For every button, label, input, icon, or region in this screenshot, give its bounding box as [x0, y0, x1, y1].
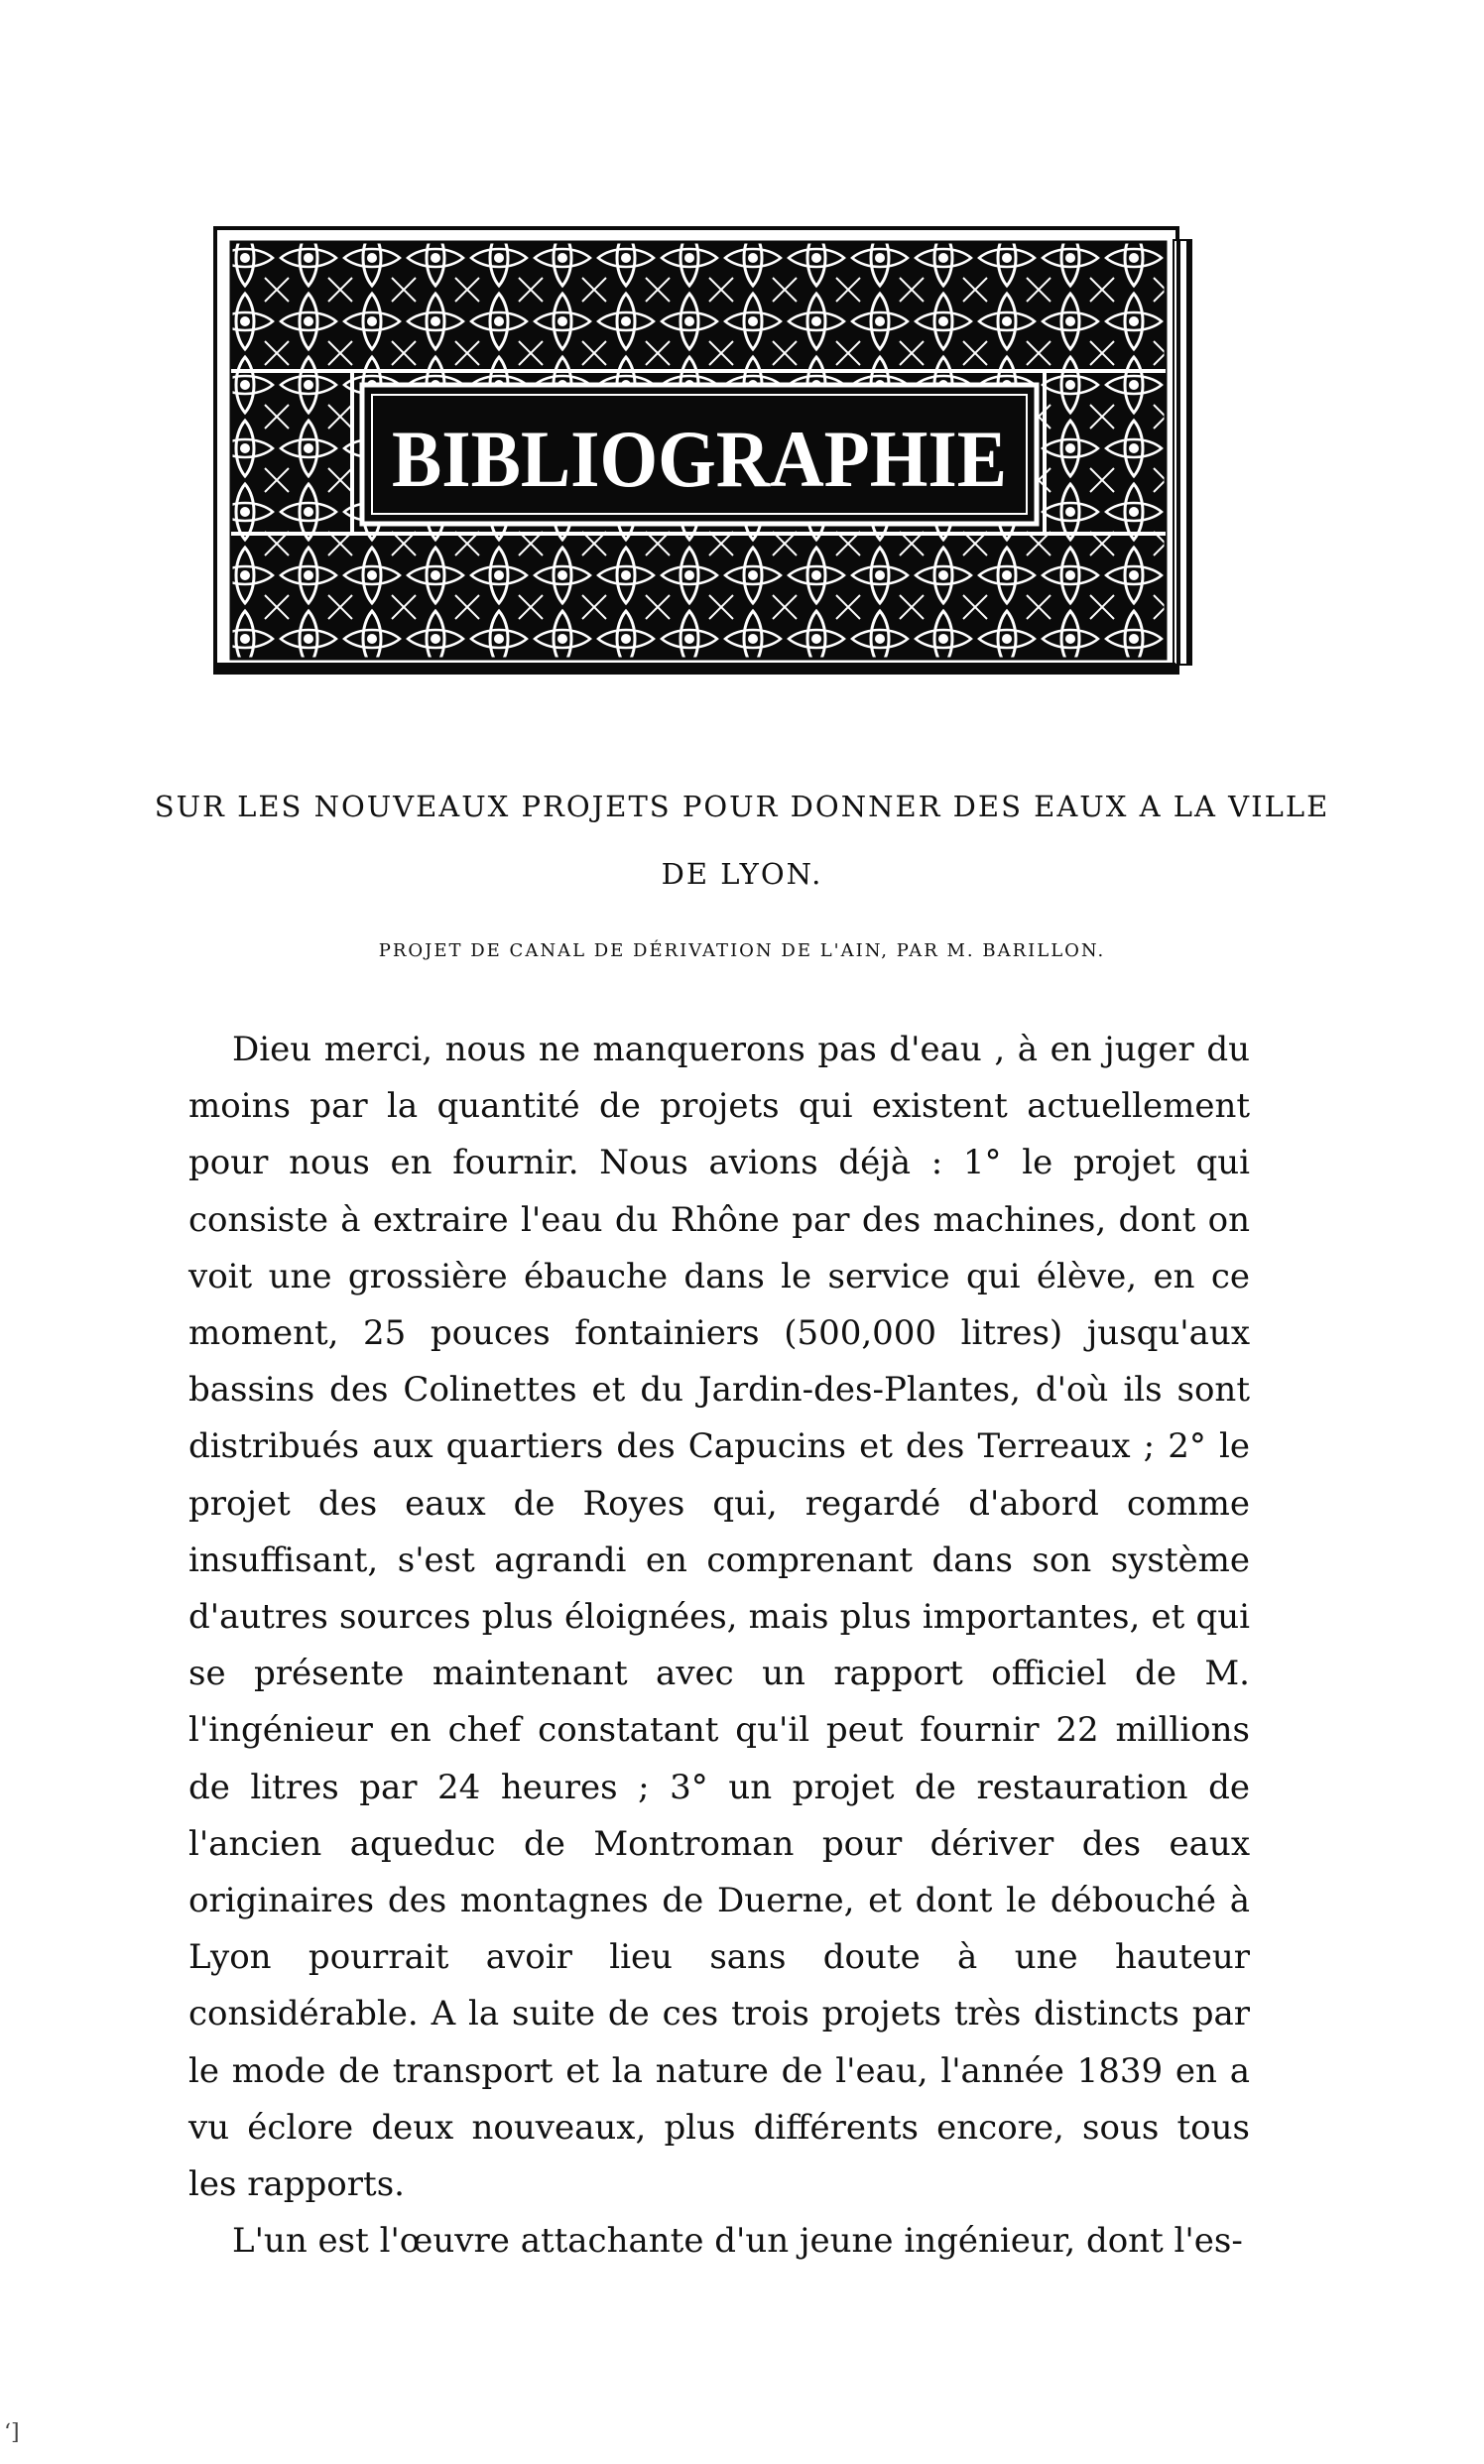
banner-right-edge	[1174, 240, 1191, 665]
bibliographie-banner	[213, 226, 1195, 680]
article-heading-line-1: SUR LES NOUVEAUX PROJETS POUR DONNER DES EAUX A LA VILLE	[154, 790, 1330, 823]
banner-title: BIBLIOGRAPHIE	[392, 414, 1007, 504]
paragraph-1: Dieu merci, nous ne manquerons pas d'eau , à en juger du moins par la quantité de projets qui existent actuellement pour nous en fournir. Nous avions déjà : 1° le projet qui consiste à extraire l'eau du Rhône par des machines, dont on voit une grossière ébauche dans le service qui élève, en ce moment, 25 pouces fontainiers (500,000 litres) jusqu'aux bassins des Colinettes et du Jardin-des-Plantes, d'où ils sont distribués aux quartiers des Capucins et des Terreaux ; 2° le projet des eaux de Royes qui, regardé d'abord comme insuffisant, s'est agrandi en comprenant dans son système d'autres sources plus éloignées, mais plus importantes, et qui se présente maintenant avec un rapport officiel de M. l'ingénieur en chef constatant qu'il peut fournir 22 millions de litres par 24 heures ; 3° un projet de restauration de l'ancien aqueduc de Montroman pour dériver des eaux originaires des montagnes de Duerne, et dont le débouché à Lyon pourrait avoir lieu sans doute à une hauteur considérable. A la suite de ces trois projets très distincts par le mode de transport et la nature de l'eau, l'année 1839 en a vu éclore deux nouveaux, plus différents encore, sous tous les rapports.	[188, 1030, 1250, 2205]
article-body	[188, 1022, 1250, 2270]
article-subtitle: PROJET DE CANAL DE DÉRIVATION DE L'AIN, PAR M. BARILLON.	[378, 940, 1106, 961]
paragraph-2: L'un est l'œuvre attachante d'un jeune ingénieur, dont l'es-	[232, 2221, 1243, 2262]
margin-mark: ‘]	[4, 2420, 20, 2445]
article-heading-line-2: DE LYON.	[661, 857, 823, 891]
